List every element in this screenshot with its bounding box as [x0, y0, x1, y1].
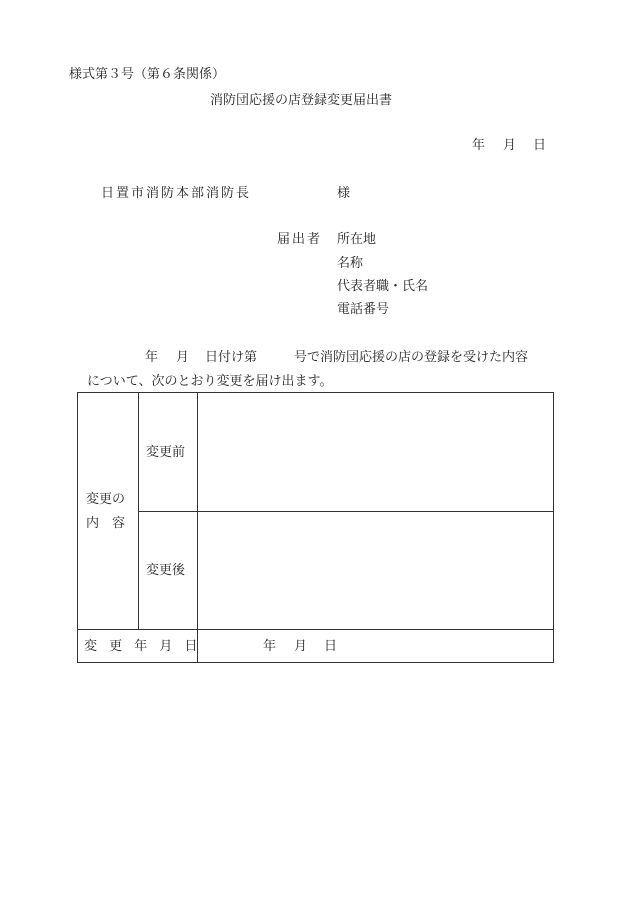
addressee-name: 日置市消防本部消防長 — [101, 186, 252, 201]
change-date-year: 年 — [263, 639, 277, 654]
addressee-honorific: 様 — [337, 186, 351, 201]
change-date-label: 変 更 年 月 日 — [84, 639, 202, 654]
date-year-label: 年 — [472, 138, 486, 153]
table-divider-v2 — [197, 393, 198, 663]
applicant-phone-label: 電話番号 — [337, 302, 390, 317]
change-content-label-line1: 変更の — [86, 492, 126, 507]
table-divider-h1 — [138, 511, 554, 512]
applicant-name-label: 名称 — [337, 256, 364, 271]
form-number: 様式第３号（第６条関係） — [69, 67, 226, 82]
change-date-month: 月 — [294, 639, 308, 654]
table-divider-h2 — [78, 629, 554, 630]
body-year-label: 年 — [145, 350, 159, 365]
before-change-label: 変更前 — [146, 445, 186, 460]
applicant-address-label: 所在地 — [337, 232, 377, 247]
date-day-label: 日 — [533, 138, 547, 153]
change-date-day: 日 — [324, 639, 338, 654]
applicant-representative-label: 代表者職・氏名 — [337, 279, 429, 294]
body-line2-text: について、次のとおり変更を届け出ます。 — [87, 374, 333, 389]
change-table — [77, 392, 554, 663]
after-change-label: 変更後 — [146, 563, 186, 578]
applicant-label: 届出者 — [277, 232, 323, 247]
body-month-label: 月 — [176, 350, 190, 365]
date-month-label: 月 — [503, 138, 517, 153]
body-line1-text: 号で消防団応援の店の登録を受けた内容 — [294, 350, 529, 365]
body-day-suffix: 日付け第 — [205, 350, 258, 365]
change-content-label-line2: 内 容 — [86, 516, 126, 531]
document-title: 消防団応援の店登録変更届出書 — [210, 93, 393, 108]
